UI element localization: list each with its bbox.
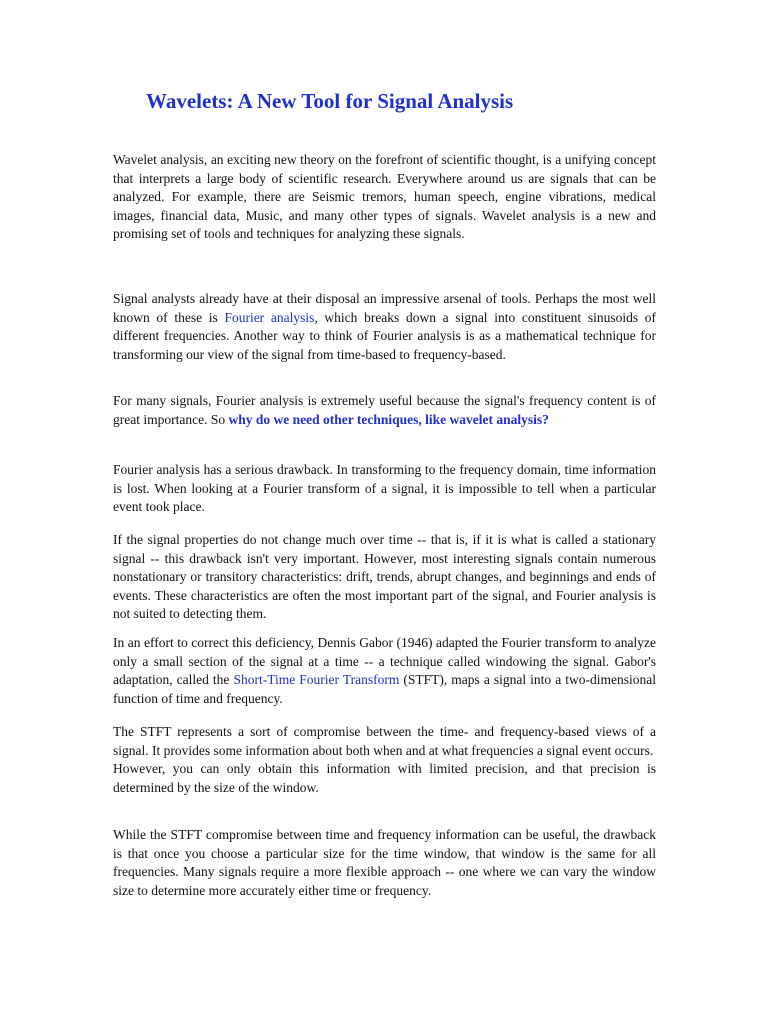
stft-link[interactable]: Short-Time Fourier Transform	[233, 672, 400, 687]
paragraph-line: However, you can only obtain this information with limited precision, and that precision is determined by the size of the window.	[113, 761, 656, 795]
paragraph-text: For many signals, Fourier analysis is extremely useful because the signal's frequency content is of great importance. So	[113, 393, 656, 427]
paragraph-flexible: While the STFT compromise between time and frequency information can be useful, the drawback is that once you choose a particular size for the time window, that window is the same for all frequencies. Many signals require a more flexible approach -- one where we can vary the window size to determine more accurately either time or frequency.	[113, 827, 656, 898]
paragraph-fourier	[113, 290, 656, 364]
fourier-analysis-link[interactable]: Fourier analysis	[224, 309, 315, 325]
paragraph-why	[113, 392, 656, 429]
paragraph-stft-compromise	[113, 723, 656, 797]
paragraph-drawback: Fourier analysis has a serious drawback. In transforming to the frequency domain, time information is lost. When looking at a Fourier transform of a signal, it is impossible to tell when a particular event took place.	[113, 462, 656, 514]
paragraph-intro: Wavelet analysis, an exciting new theory on the forefront of scientific thought, is a unifying concept that interprets a large body of scientific research. Everywhere around us are signals that can be analyzed. For example, there are Seismic tremors, human speech, engine vibrations, medical images, financial data, Music, and many other types of signals. Wavelet analysis is a new and promising set of tools and techniques for analyzing these signals.	[113, 152, 656, 241]
paragraph-text: (STFT), maps a signal into a two-dimensional function of time and frequency.	[113, 672, 656, 706]
paragraph-line: The STFT represents a sort of compromise between the time- and frequency-based views of a signal. It provides some information about both when and at what frequencies a signal event occurs.	[113, 724, 656, 758]
paragraph-text: , which breaks down a signal into constituent sinusoids of different frequencies. Another way to think of Fourier analysis is as a mathematical technique for transforming our view of the signal from time-based to frequency-based.	[113, 309, 656, 362]
wavelet-question-link[interactable]: why do we need other techniques, like wavelet analysis?	[228, 411, 549, 427]
paragraph-text: In an effort to correct this deficiency, Dennis Gabor (1946) adapted the Fourier transform to analyze only a small section of the signal at a time -- a technique called windowing the signal. Gabor's adaptation, called the	[113, 635, 656, 687]
paragraph-text: Signal analysts already have at their disposal an impressive arsenal of tools. Perhaps the most well known of these is	[113, 291, 656, 325]
paragraph-gabor	[113, 634, 656, 708]
document-title: Wavelets: A New Tool for Signal Analysis	[146, 89, 514, 113]
paragraph-stationary: If the signal properties do not change much over time -- that is, if it is what is called a stationary signal -- this drawback isn't very important. However, most interesting signals contain numerous nonstationary or transitory characteristics: drift, trends, abrupt changes, and beginnings and ends of events. These characteristics are often the most important part of the signal, and Fourier analysis is not suited to detecting them.	[113, 532, 656, 621]
